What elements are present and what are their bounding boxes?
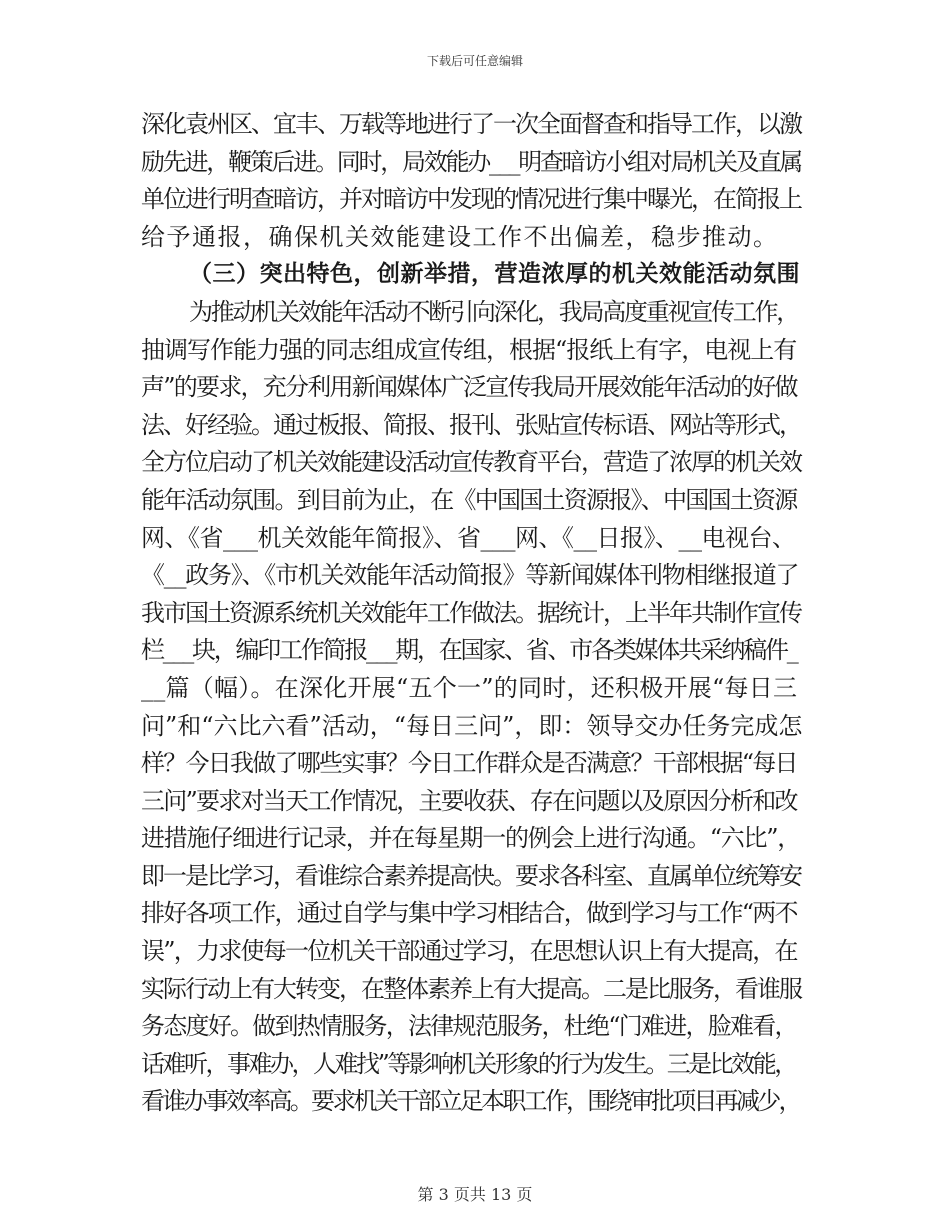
body-line: 误”，力求使每一位机关干部通过学习，在思想认识上有大提高，在 — [141, 937, 797, 966]
body-line: 单位进行明查暗访，并对暗访中发现的情况进行集中曝光，在简报上 — [141, 185, 801, 214]
body-line: 为推动机关效能年活动不断引向深化，我局高度重视宣传工作， — [189, 297, 798, 326]
body-line: 《__政务》、《市机关效能年活动简报》等新闻媒体刊物相继报道了 — [141, 561, 799, 590]
body-line: 我市国土资源系统机关效能年工作做法。据统计，上半年共制作宣传 — [141, 598, 801, 627]
body-line: __篇（幅）。在深化开展“五个一”的同时，还积极开展“每日三 — [141, 673, 798, 702]
body-line: 能年活动氛围。到目前为止，在《中国国土资源报》、中国国土资源 — [141, 485, 797, 514]
body-line: 务态度好。做到热情服务，法律规范服务，杜绝“门难进，脸难看， — [141, 1012, 797, 1041]
body-line: 看谁办事效率高。要求机关干部立足本职工作，围绕审批项目再减少， — [141, 1087, 800, 1116]
body-line: 样？今日我做了哪些实事？今日工作群众是否满意？干部根据“每日 — [141, 749, 797, 778]
body-line: 深化袁州区、宜丰、万载等地进行了一次全面督查和指导工作，以激 — [141, 110, 801, 138]
document-body — [141, 106, 801, 1121]
body-line: 进措施仔细进行记录，并在每星期一的例会上进行沟通。“六比”， — [141, 824, 801, 853]
body-line: 问”和“六比六看”活动，“每日三问”，即：领导交办任务完成怎 — [141, 711, 803, 740]
body-line: 全方位启动了机关效能建设活动宣传教育平台，营造了浓厚的机关效 — [141, 448, 801, 477]
body-line: 网、《省___机关效能年简报》、省___网、《__日报》、__电视台、 — [141, 523, 796, 552]
section-heading: （三）突出特色，创新举措，营造浓厚的机关效能活动氛围 — [189, 261, 800, 288]
page-header: 下载后可任意编辑 — [426, 54, 523, 68]
body-line: 给予通报，确保机关效能建设工作不出偏差，稳步推动。 — [141, 222, 779, 251]
body-line: 励先进，鞭策后进。同时，局效能办___明查暗访小组对局机关及直属 — [141, 147, 801, 176]
page-footer: 第 3 页共 13 页 — [417, 1185, 533, 1204]
body-line: 三问”要求对当天工作情况，主要收获、存在问题以及原因分析和改 — [141, 786, 797, 815]
body-line: 法、好经验。通过板报、简报、报刊、张贴宣传标语、网站等形式， — [141, 410, 801, 439]
body-line: 排好各项工作，通过自学与集中学习相结合，做到学习与工作“两不 — [141, 899, 797, 928]
body-line: 实际行动上有大转变，在整体素养上有大提高。二是比服务，看谁服 — [141, 974, 801, 1003]
body-line: 栏___块，编印工作简报___期，在国家、省、市各类媒体共采纳稿件_ — [141, 636, 797, 665]
body-line: 即一是比学习，看谁综合素养提高快。要求各科室、直属单位统筹安 — [141, 861, 801, 890]
body-line: 声”的要求，充分利用新闻媒体广泛宣传我局开展效能年活动的好做 — [141, 373, 797, 402]
body-line: 抽调写作能力强的同志组成宣传组，根据“报纸上有字，电视上有 — [141, 335, 797, 364]
body-line: 话难听，事难办，人难找”等影响机关形象的行为发生。三是比效能， — [141, 1049, 796, 1078]
